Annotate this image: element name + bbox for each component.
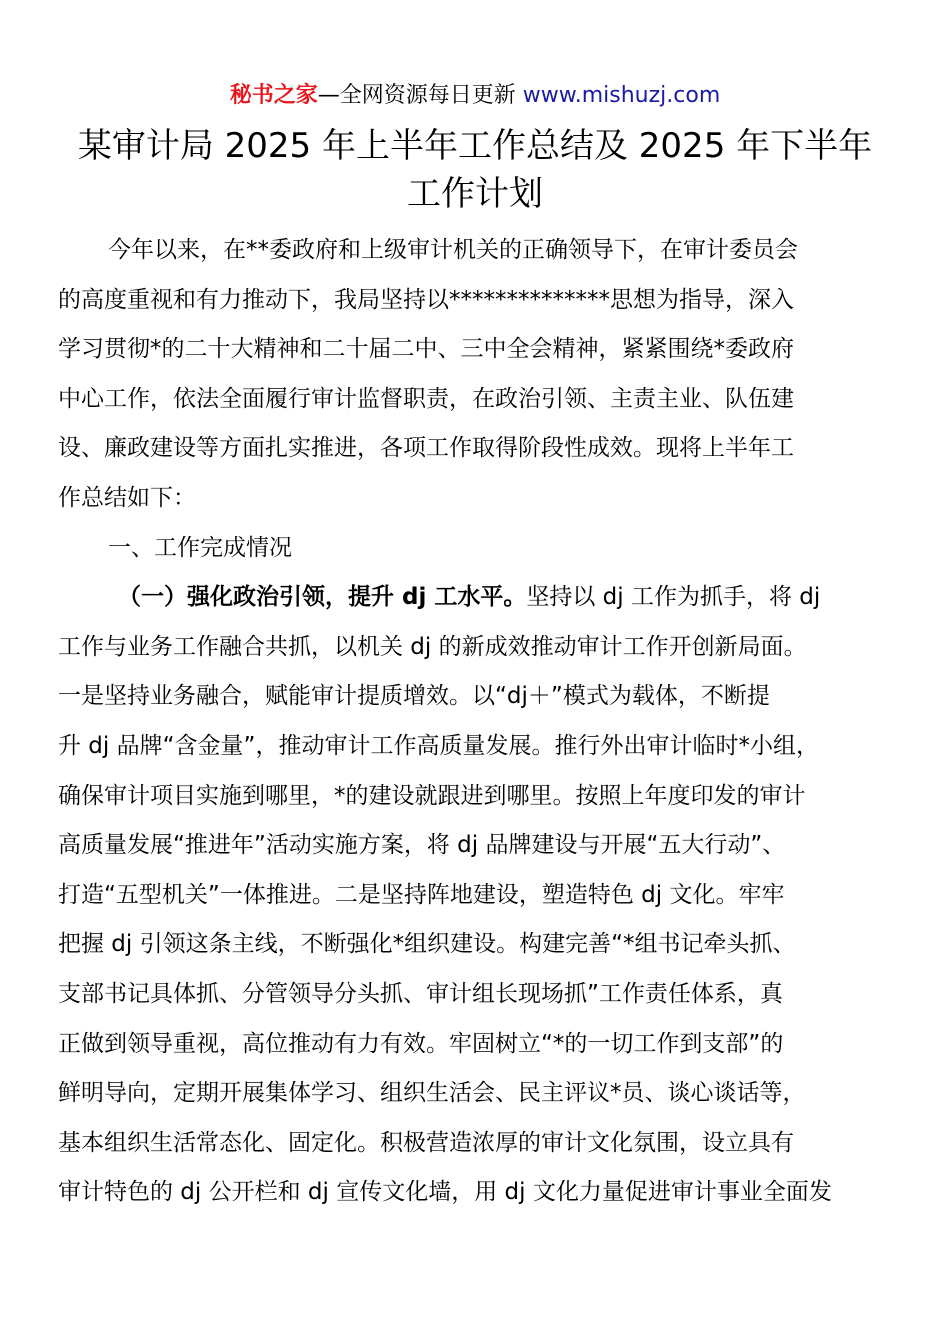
document-title xyxy=(40,122,910,218)
body-line: 中心工作，依法全面履行审计监督职责，在政治引领、主责主业、队伍建 xyxy=(58,385,794,412)
body-line: 把握 dj 引领这条主线，不断强化*组织建设。构建完善“*组书记牵头抓、 xyxy=(58,931,796,958)
body-line: 基本组织生活常态化、固定化。积极营造浓厚的审计文化氛围，设立具有 xyxy=(58,1129,794,1156)
body-line: 审计特色的 dj 公开栏和 dj 宣传文化墙，用 dj 文化力量促进审计事业全面发 xyxy=(58,1179,832,1206)
body-line: 确保审计项目实施到哪里，*的建设就跟进到哪里。按照上年度印发的审计 xyxy=(58,782,806,809)
body-line: 工作与业务工作融合共抓，以机关 dj 的新成效推动审计工作开创新局面。 xyxy=(58,633,807,660)
subsection-line xyxy=(58,573,892,623)
site-brand: 秘书之家 xyxy=(229,83,318,108)
body-line: 高质量发展“推进年”活动实施方案，将 dj 品牌建设与开展“五大行动”、 xyxy=(58,832,786,859)
document-title-line-1: 某审计局 2025 年上半年工作总结及 2025 年下半年 xyxy=(77,126,873,166)
subsection-first-rest: 坚持以 dj 工作为抓手，将 dj xyxy=(526,584,821,611)
body-line: 升 dj 品牌“含金量”，推动审计工作高质量发展。推行外出审计临时*小组， xyxy=(58,732,819,759)
section-heading: 一、工作完成情况 xyxy=(108,534,292,561)
site-header xyxy=(0,80,950,112)
site-tagline: —全网资源每日更新 xyxy=(317,83,523,108)
body-line: 一是坚持业务融合，赋能审计提质增效。以“dj＋”模式为载体，不断提 xyxy=(58,683,770,710)
body-line: 打造“五型机关”一体推进。二是坚持阵地建设，塑造特色 dj 文化。牢牢 xyxy=(58,881,785,908)
body-line: 鲜明导向，定期开展集体学习、组织生活会、民主评议*员、谈心谈话等， xyxy=(58,1080,806,1107)
body-line: 设、廉政建设等方面扎实推进，各项工作取得阶段性成效。现将上半年工 xyxy=(58,435,794,462)
site-url: www.mishuzj.com xyxy=(522,83,721,108)
body-line: 学习贯彻*的二十大精神和二十届二中、三中全会精神，紧紧围绕*委政府 xyxy=(58,336,794,363)
body-line: 作总结如下： xyxy=(58,484,196,511)
subsection-heading: （一）强化政治引领，提升 dj 工水平。 xyxy=(118,584,527,611)
body-line: 今年以来，在**委政府和上级审计机关的正确领导下，在审计委员会 xyxy=(108,237,798,263)
body-line: 支部书记具体抓、分管领导分头抓、审计组长现场抓”工作责任体系，真 xyxy=(58,980,783,1007)
body-line: 的高度重视和有力推动下，我局坚持以**************思想为指导，深入 xyxy=(58,286,794,313)
document-body xyxy=(58,226,892,1218)
document-title-line-2: 工作计划 xyxy=(407,174,543,214)
body-line: 正做到领导重视，高位推动有力有效。牢固树立“*的一切工作到支部”的 xyxy=(58,1030,784,1057)
